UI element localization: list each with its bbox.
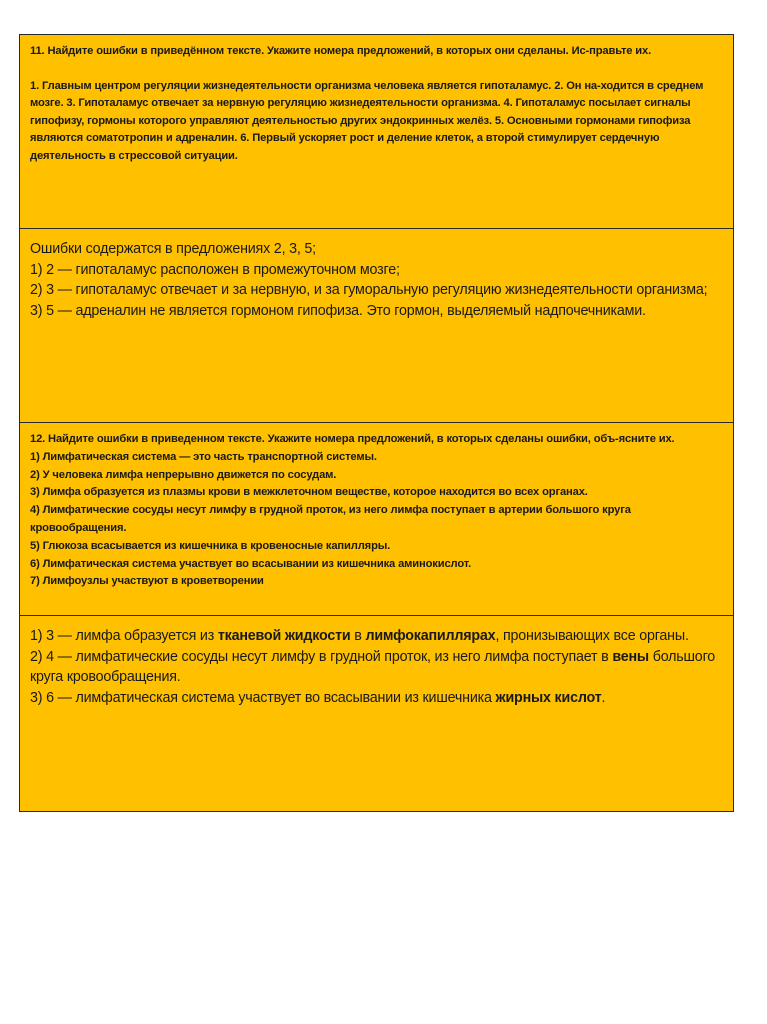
task-12-sentence: 5) Глюкоза всасывается из кишечника в кровеносные капилляры. xyxy=(30,539,391,552)
answer-emphasis: тканевой жидкости xyxy=(217,628,351,644)
answer-11-line: 3) 5 — адреналин не является гормоном гипофиза. Это гормон, выделяемый надпочечниками. xyxy=(30,302,646,319)
answer-12-item xyxy=(30,688,723,709)
answer-text: 3) 6 — лимфатическая система участвует во всасывании из кишечника xyxy=(30,689,496,706)
task-12-sentence: 2) У человека лимфа непрерывно движется по сосудам. xyxy=(30,468,337,481)
task-11-header: 11. Найдите ошибки в приведённом тексте. Укажите номера предложений, в которых они сделаны. Ис-правьте их. xyxy=(30,45,652,57)
task-11-text: 1. Главным центром регуляции жизнедеятельности организма человека является гипоталамус. 2. Он на-ходится в среднем мозге. 3. Гипоталамус отвечает за нервную регуляцию жизнедеятельности организма. 4. Гипоталамус посылает сигналы гипофизу, гормоны которого управляют деятельностью других эндокринных желёз. 5. Основными гормонами гипофиза являются соматотропин и адреналин. 6. Первый ускоряет рост и деление клеток, а второй стимулирует сердечную деятельность в стрессовой ситуации. xyxy=(30,79,704,162)
answer-emphasis: жирных кислот xyxy=(495,689,602,706)
answer-text: . xyxy=(601,689,606,706)
answer-text: , пронизывающих все органы. xyxy=(495,628,689,644)
answer-text: в xyxy=(350,628,366,644)
answer-12-item xyxy=(30,647,723,688)
task-12-sentence: 1) Лимфатическая система — это часть транспортной системы. xyxy=(30,450,377,463)
task-12-sentence: 6) Лимфатическая система участвует во всасывании из кишечника аминокислот. xyxy=(30,557,472,570)
tasks-table xyxy=(19,34,734,812)
answer-emphasis: вены xyxy=(612,648,649,665)
answer-text: 2) 4 — лимфатические сосуды несут лимфу в грудной проток, из него лимфа поступает в xyxy=(30,648,613,665)
answer-12-item xyxy=(30,626,723,647)
answer-text: большого круга кровообращения. xyxy=(30,648,716,685)
task-12-header: 12. Найдите ошибки в приведенном тексте. Укажите номера предложений, в которых сделаны ошибки, объ-ясните их. xyxy=(30,433,675,445)
answer-11-line: Ошибки содержатся в предложениях 2, 3, 5; xyxy=(30,241,316,257)
answer-text: 1) 3 — лимфа образуется из xyxy=(30,628,218,644)
answer-11-cell xyxy=(20,229,733,423)
task-12-sentence: 7) Лимфоузлы участвуют в кроветворении xyxy=(30,575,264,588)
task-12-sentence: 4) Лимфатические сосуды несут лимфу в грудной проток, из него лимфа поступает в артерии большого круга кровообращения. xyxy=(30,504,631,534)
task-12-cell xyxy=(20,423,733,616)
answer-11-line: 2) 3 — гипоталамус отвечает и за нервную, и за гуморальную регуляцию жизнедеятельности организма; xyxy=(30,282,708,298)
answer-11-line: 1) 2 — гипоталамус расположен в промежуточном мозге; xyxy=(30,261,400,278)
task-12-sentence: 3) Лимфа образуется из плазмы крови в межклеточном веществе, которое находится во всех органах. xyxy=(30,486,588,499)
answer-emphasis: лимфокапиллярах xyxy=(365,628,496,644)
task-11-cell xyxy=(20,35,733,229)
answer-12-cell xyxy=(20,616,733,811)
